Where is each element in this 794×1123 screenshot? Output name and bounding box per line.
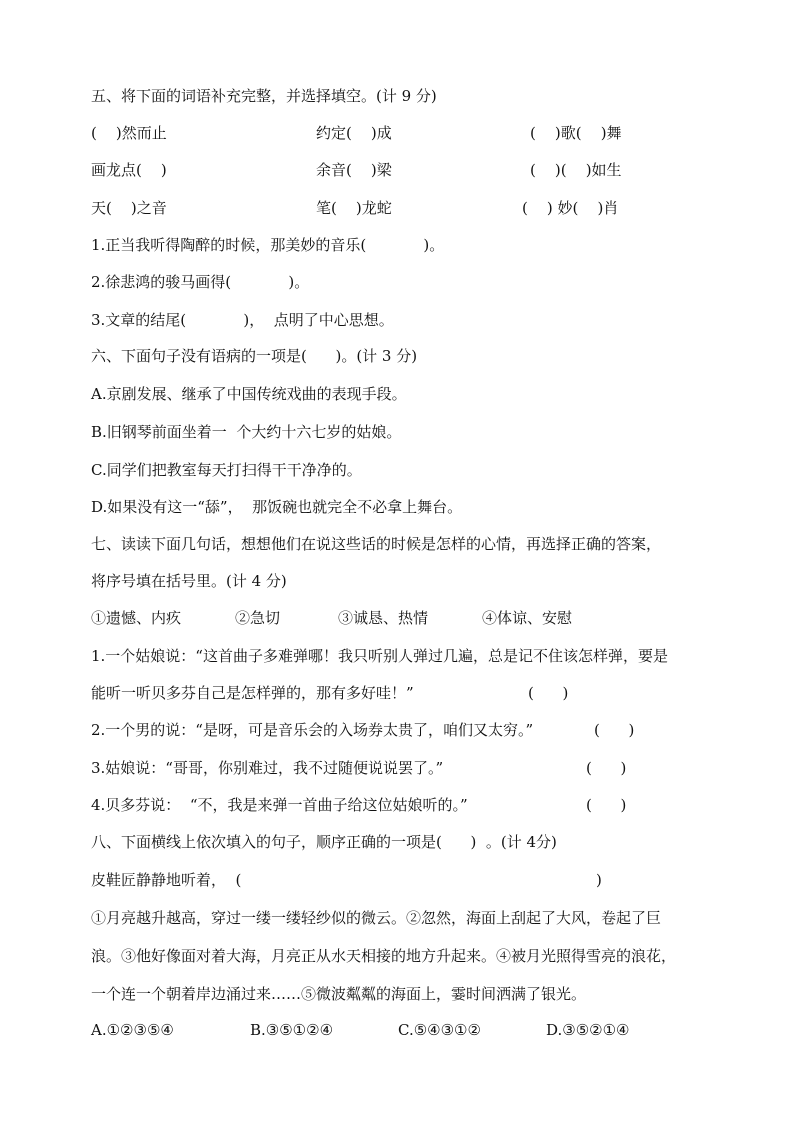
section8-passage-line2: 浪。③他好像面对着大海，月亮正从水天相接的地方升起来。④被月光照得雪亮的浪花， bbox=[91, 947, 677, 965]
section7-q1-line1: 1.一个姑娘说：“这首曲子多难弹哪！我只听别人弹过几遍，总是记不住该怎样弹，要是 bbox=[91, 647, 668, 665]
section8-passage-line1: ①月亮越升越高，穿过一缕一缕轻纱似的微云。②忽然，海面上刮起了大风，卷起了巨 bbox=[91, 909, 662, 927]
section8-option-d: D.③⑤②①④ bbox=[546, 1021, 630, 1039]
idiom-9: ( ) 妙( )肖 bbox=[522, 199, 619, 217]
section7-heading-line2: 将序号填在括号里。(计 4 分) bbox=[91, 572, 287, 590]
idiom-3: ( )歌( )舞 bbox=[530, 124, 622, 142]
mood-choice-1: ①遗憾、内疚 bbox=[91, 609, 182, 627]
section8-stem: 皮鞋匠静静地听着， ( bbox=[91, 871, 242, 889]
idiom-7: 天( )之音 bbox=[91, 199, 167, 217]
idiom-4: 画龙点( ) bbox=[91, 161, 167, 179]
section7-q1-answer-blank: ( ) bbox=[528, 684, 569, 702]
section8-option-c: C.⑤④③①② bbox=[398, 1021, 481, 1039]
idiom-2: 约定( )成 bbox=[316, 124, 392, 142]
section8-heading: 八、下面横线上依次填入的句子，顺序正确的一项是( ) 。(计 4分) bbox=[91, 833, 557, 851]
section6-option-a: A.京剧发展、继承了中国传统戏曲的表现手段。 bbox=[91, 385, 407, 403]
section7-heading-line1: 七、读读下面几句话，想想他们在说这些话的时候是怎样的心情，再选择正确的答案， bbox=[91, 535, 662, 553]
section6-option-c: C.同学们把教室每天打扫得干干净净的。 bbox=[91, 461, 362, 479]
section5-heading: 五、将下面的词语补充完整，并选择填空。(计 9 分) bbox=[91, 87, 437, 105]
section7-q2: 2.一个男的说：“是呀，可是音乐会的入场券太贵了，咱们又太穷。” bbox=[91, 721, 534, 739]
idiom-8: 笔( )龙蛇 bbox=[316, 199, 392, 217]
section8-option-b: B.③⑤①②④ bbox=[250, 1021, 334, 1039]
section6-heading: 六、下面句子没有语病的一项是( )。(计 3 分) bbox=[91, 347, 418, 365]
section6-option-d: D.如果没有这一“舔”， 那饭碗也就完全不必拿上舞台。 bbox=[91, 498, 463, 516]
section7-q4: 4.贝多芬说： “不，我是来弹一首曲子给这位姑娘听的。” bbox=[91, 796, 468, 814]
idiom-5: 余音( )梁 bbox=[316, 161, 392, 179]
idiom-6: ( )( )如生 bbox=[530, 161, 622, 179]
section6-option-b: B.旧钢琴前面坐着一 个大约十六七岁的姑娘。 bbox=[91, 423, 402, 441]
section8-option-a: A.①②③⑤④ bbox=[91, 1021, 174, 1039]
section7-q3-answer-blank: ( ) bbox=[586, 759, 627, 777]
section5-question-2: 2.徐悲鸿的骏马画得( )。 bbox=[91, 273, 310, 291]
idiom-1: ( )然而止 bbox=[91, 124, 167, 142]
mood-choice-2: ②急切 bbox=[235, 609, 281, 627]
section7-q2-answer-blank: ( ) bbox=[594, 721, 635, 739]
section8-stem-close-bracket: ) bbox=[596, 871, 602, 889]
mood-choice-3: ③诚恳、热情 bbox=[338, 609, 429, 627]
section8-passage-line3: 一个连一个朝着岸边涌过来……⑤微波粼粼的海面上，霎时间洒满了银光。 bbox=[91, 985, 587, 1003]
section7-q3: 3.姑娘说：“哥哥，你别难过，我不过随便说说罢了。” bbox=[91, 759, 444, 777]
section5-question-1: 1.正当我听得陶醉的时候，那美妙的音乐( )。 bbox=[91, 236, 445, 254]
section5-question-3: 3.文章的结尾( )， 点明了中心思想。 bbox=[91, 311, 394, 329]
mood-choice-4: ④体谅、安慰 bbox=[482, 609, 573, 627]
section7-q1-line2: 能听一听贝多芬自己是怎样弹的，那有多好哇！” bbox=[91, 684, 414, 702]
section7-q4-answer-blank: ( ) bbox=[586, 796, 627, 814]
